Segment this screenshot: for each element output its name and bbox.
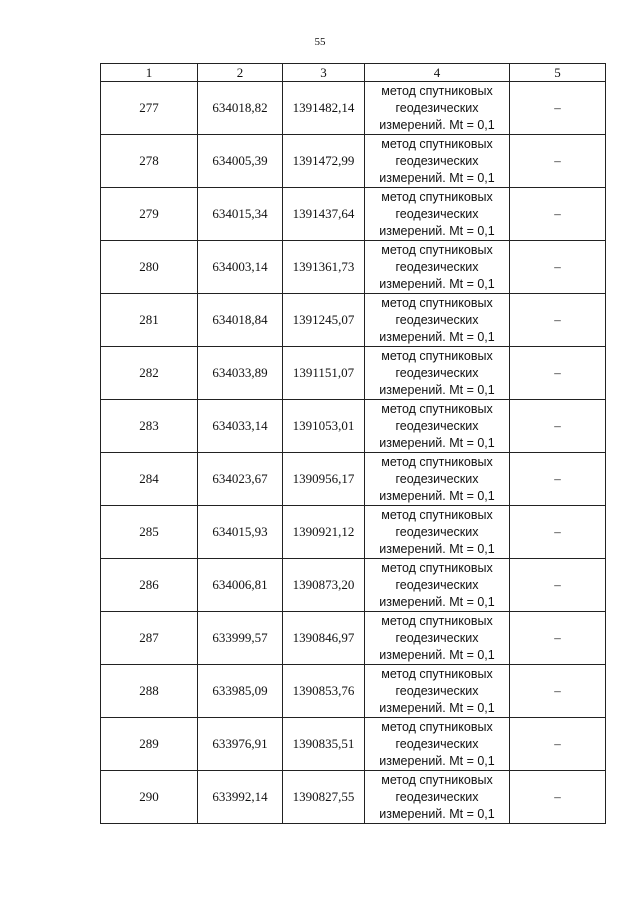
method-cell	[365, 82, 510, 135]
note-cell: –	[510, 453, 606, 506]
method-line: измерений. Mt = 0,1	[379, 753, 495, 768]
table-row	[101, 400, 606, 453]
point-number: 282	[101, 347, 198, 400]
method-line: метод спутниковых	[381, 507, 493, 522]
method-cell	[365, 718, 510, 771]
method-line: метод спутниковых	[381, 666, 493, 681]
note-cell: –	[510, 400, 606, 453]
header-col-4: 4	[365, 64, 510, 82]
point-number: 278	[101, 135, 198, 188]
coord-x: 634033,89	[198, 347, 283, 400]
coord-x: 634015,93	[198, 506, 283, 559]
method-line: геодезических	[395, 153, 479, 168]
header-col-3: 3	[283, 64, 365, 82]
point-number: 287	[101, 612, 198, 665]
note-cell: –	[510, 135, 606, 188]
point-number: 286	[101, 559, 198, 612]
coord-x: 634005,39	[198, 135, 283, 188]
note-cell: –	[510, 506, 606, 559]
method-line: метод спутниковых	[381, 295, 493, 310]
point-number: 284	[101, 453, 198, 506]
method-cell	[365, 665, 510, 718]
coord-y: 1391151,07	[283, 347, 365, 400]
coord-x: 634033,14	[198, 400, 283, 453]
method-line: измерений. Mt = 0,1	[379, 700, 495, 715]
point-number: 283	[101, 400, 198, 453]
table-row	[101, 665, 606, 718]
method-line: геодезических	[395, 259, 479, 274]
method-cell	[365, 188, 510, 241]
method-line: метод спутниковых	[381, 83, 493, 98]
note-cell: –	[510, 665, 606, 718]
coord-x: 633985,09	[198, 665, 283, 718]
coord-x: 633992,14	[198, 771, 283, 824]
coordinates-table	[100, 63, 606, 824]
method-line: метод спутниковых	[381, 454, 493, 469]
point-number: 288	[101, 665, 198, 718]
point-number: 290	[101, 771, 198, 824]
coord-y: 1391472,99	[283, 135, 365, 188]
coord-x: 634023,67	[198, 453, 283, 506]
method-line: измерений. Mt = 0,1	[379, 223, 495, 238]
method-line: метод спутниковых	[381, 719, 493, 734]
coord-y: 1390835,51	[283, 718, 365, 771]
table-row	[101, 82, 606, 135]
table-row	[101, 188, 606, 241]
method-line: геодезических	[395, 365, 479, 380]
coord-x: 634018,84	[198, 294, 283, 347]
method-line: геодезических	[395, 577, 479, 592]
method-cell	[365, 771, 510, 824]
note-cell: –	[510, 771, 606, 824]
method-cell	[365, 559, 510, 612]
method-line: метод спутниковых	[381, 560, 493, 575]
method-line: метод спутниковых	[381, 348, 493, 363]
table-row	[101, 294, 606, 347]
table-row	[101, 241, 606, 294]
coord-y: 1391245,07	[283, 294, 365, 347]
method-line: метод спутниковых	[381, 401, 493, 416]
table-body	[101, 82, 606, 824]
method-line: геодезических	[395, 789, 479, 804]
point-number: 289	[101, 718, 198, 771]
note-cell: –	[510, 294, 606, 347]
coord-y: 1390921,12	[283, 506, 365, 559]
coord-y: 1391361,73	[283, 241, 365, 294]
note-cell: –	[510, 347, 606, 400]
note-cell: –	[510, 188, 606, 241]
method-line: геодезических	[395, 471, 479, 486]
method-line: метод спутниковых	[381, 189, 493, 204]
method-line: измерений. Mt = 0,1	[379, 329, 495, 344]
method-line: геодезических	[395, 312, 479, 327]
table-row	[101, 559, 606, 612]
table-row	[101, 347, 606, 400]
method-line: геодезических	[395, 683, 479, 698]
header-col-5: 5	[510, 64, 606, 82]
method-cell	[365, 294, 510, 347]
coord-y: 1390853,76	[283, 665, 365, 718]
coord-y: 1390956,17	[283, 453, 365, 506]
coord-y: 1390846,97	[283, 612, 365, 665]
method-line: измерений. Mt = 0,1	[379, 170, 495, 185]
page-number: 55	[314, 36, 326, 48]
table-row	[101, 135, 606, 188]
header-row	[101, 64, 606, 82]
method-line: измерений. Mt = 0,1	[379, 488, 495, 503]
coord-x: 634006,81	[198, 559, 283, 612]
method-line: измерений. Mt = 0,1	[379, 647, 495, 662]
point-number: 285	[101, 506, 198, 559]
method-line: геодезических	[395, 736, 479, 751]
point-number: 280	[101, 241, 198, 294]
table-row	[101, 612, 606, 665]
header-col-2: 2	[198, 64, 283, 82]
method-cell	[365, 612, 510, 665]
coord-y: 1391437,64	[283, 188, 365, 241]
table-row	[101, 718, 606, 771]
method-line: измерений. Mt = 0,1	[379, 276, 495, 291]
method-line: геодезических	[395, 630, 479, 645]
point-number: 277	[101, 82, 198, 135]
point-number: 279	[101, 188, 198, 241]
method-line: измерений. Mt = 0,1	[379, 435, 495, 450]
coord-y: 1391053,01	[283, 400, 365, 453]
point-number: 281	[101, 294, 198, 347]
table-header	[101, 64, 606, 82]
method-line: измерений. Mt = 0,1	[379, 382, 495, 397]
note-cell: –	[510, 241, 606, 294]
method-cell	[365, 135, 510, 188]
method-cell	[365, 241, 510, 294]
header-col-1: 1	[101, 64, 198, 82]
method-line: геодезических	[395, 206, 479, 221]
method-cell	[365, 400, 510, 453]
method-line: геодезических	[395, 418, 479, 433]
method-cell	[365, 453, 510, 506]
method-line: геодезических	[395, 524, 479, 539]
method-line: измерений. Mt = 0,1	[379, 117, 495, 132]
coord-x: 633999,57	[198, 612, 283, 665]
table-row	[101, 453, 606, 506]
coord-y: 1391482,14	[283, 82, 365, 135]
coord-x: 633976,91	[198, 718, 283, 771]
note-cell: –	[510, 82, 606, 135]
coord-y: 1390873,20	[283, 559, 365, 612]
method-line: измерений. Mt = 0,1	[379, 594, 495, 609]
table-row	[101, 771, 606, 824]
note-cell: –	[510, 559, 606, 612]
method-cell	[365, 347, 510, 400]
method-line: метод спутниковых	[381, 613, 493, 628]
method-line: метод спутниковых	[381, 136, 493, 151]
coord-x: 634015,34	[198, 188, 283, 241]
table-row	[101, 506, 606, 559]
method-line: метод спутниковых	[381, 772, 493, 787]
coord-x: 634003,14	[198, 241, 283, 294]
coord-y: 1390827,55	[283, 771, 365, 824]
method-cell	[365, 506, 510, 559]
method-line: геодезических	[395, 100, 479, 115]
method-line: измерений. Mt = 0,1	[379, 806, 495, 821]
note-cell: –	[510, 718, 606, 771]
note-cell: –	[510, 612, 606, 665]
method-line: метод спутниковых	[381, 242, 493, 257]
method-line: измерений. Mt = 0,1	[379, 541, 495, 556]
coord-x: 634018,82	[198, 82, 283, 135]
